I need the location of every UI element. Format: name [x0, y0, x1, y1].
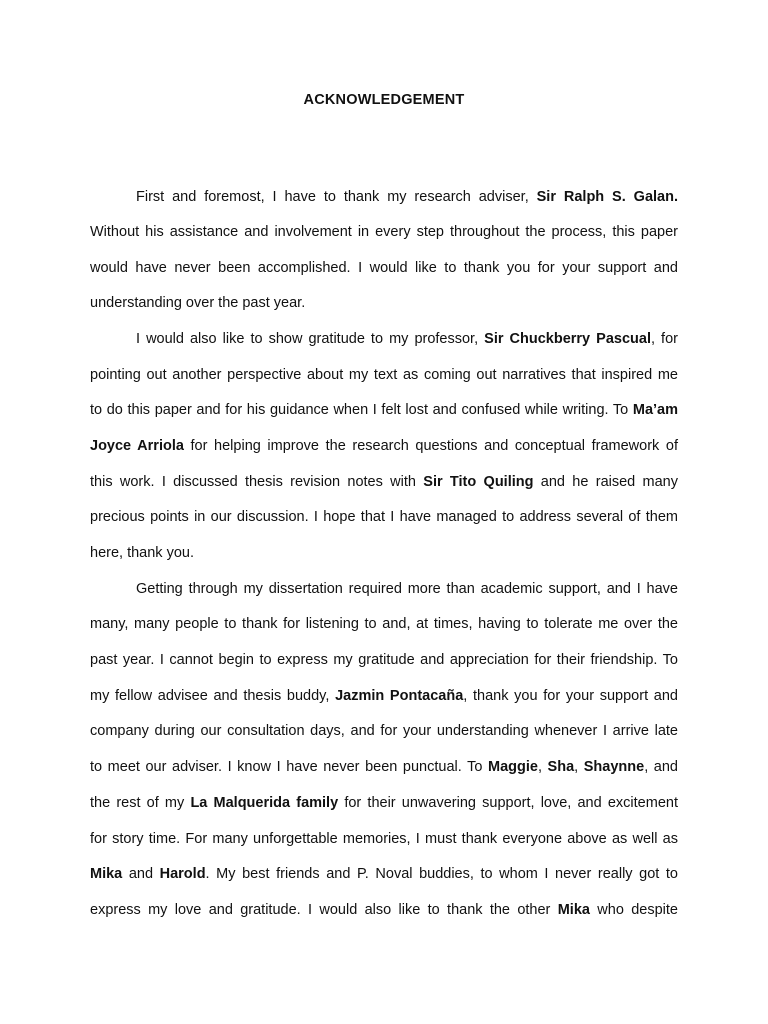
text-run: this work. I discussed thesis revision notes with: [90, 474, 424, 490]
page-title: ACKNOWLEDGEMENT: [303, 92, 465, 108]
text-run: , for: [650, 331, 678, 347]
text-run: and: [122, 866, 160, 882]
text-line: [90, 864, 678, 884]
text-run: past year. I cannot begin to express my gratitude and appreciation for their friendship. To: [90, 652, 678, 668]
bold-name: Ma’am: [632, 402, 678, 418]
text-line: [90, 258, 678, 278]
text-run: , and: [644, 759, 678, 775]
text-line: [90, 507, 678, 527]
text-run: for their unwavering support, love, and excitement: [338, 795, 678, 811]
text-run: company during our consultation days, and for your understanding whenever I arrive late: [90, 723, 678, 739]
text-run: precious points in our discussion. I hope that I have managed to address several of them: [90, 509, 678, 525]
bold-name: Sir Chuckberry Pascual: [484, 331, 651, 347]
text-run: for story time. For many unforgettable memories, I must thank everyone above as well as: [90, 831, 678, 847]
text-run: Without his assistance and involvement in every step throughout the process, this paper: [90, 224, 678, 240]
text-line: [90, 829, 678, 849]
text-run: ,: [537, 759, 548, 775]
text-run: . My best friends and P. Noval buddies, to whom I never really got to: [205, 866, 678, 882]
text-run: many, many people to thank for listening to and, at times, having to tolerate me over the: [90, 616, 678, 632]
text-run: Getting through my dissertation required more than academic support, and I have: [136, 581, 678, 597]
text-line: [90, 365, 678, 385]
bold-name: Mika: [557, 902, 590, 918]
bold-name: Sir Tito Quiling: [423, 474, 534, 490]
text-run: pointing out another perspective about my text as coming out narratives that inspired me: [90, 367, 678, 383]
text-line: [90, 721, 678, 741]
text-line: [90, 650, 678, 670]
text-line: [136, 187, 678, 207]
text-line: [90, 436, 678, 456]
text-run: here, thank you.: [90, 545, 194, 561]
bold-name: Sir Ralph S. Galan.: [536, 189, 678, 205]
text-run: First and foremost, I have to thank my research adviser,: [136, 189, 537, 205]
text-run: I would also like to show gratitude to my professor,: [136, 331, 485, 347]
bold-name: Harold: [159, 866, 206, 882]
text-line: [90, 543, 678, 563]
text-line: [90, 686, 678, 706]
text-line: [90, 614, 678, 634]
text-line: [90, 400, 678, 420]
text-run: to meet our adviser. I know I have never been punctual. To: [90, 759, 488, 775]
bold-name: Maggie: [487, 759, 538, 775]
text-line: [90, 222, 678, 242]
bold-name: Mika: [90, 866, 123, 882]
text-run: , thank you for your support and: [463, 688, 678, 704]
text-run: my fellow advisee and thesis buddy,: [90, 688, 336, 704]
text-run: understanding over the past year.: [90, 295, 306, 311]
text-run: to do this paper and for his guidance when I felt lost and confused while writing. To: [90, 402, 633, 418]
text-line: [136, 329, 678, 349]
text-line: [90, 472, 678, 492]
text-line: [90, 757, 678, 777]
bold-name: Sha: [547, 759, 575, 775]
text-line: [90, 793, 678, 813]
text-line: [90, 900, 678, 920]
bold-name: La Malquerida family: [190, 795, 339, 811]
text-run: ,: [574, 759, 584, 775]
text-run: who despite: [589, 902, 678, 918]
bold-name: Shaynne: [583, 759, 645, 775]
bold-name: Jazmin Pontacaña: [335, 688, 464, 704]
text-run: and he raised many: [533, 474, 679, 490]
text-run: for helping improve the research questions and conceptual framework of: [183, 438, 678, 454]
text-run: would have never been accomplished. I would like to thank you for your support and: [90, 260, 678, 276]
text-run: express my love and gratitude. I would also like to thank the other: [90, 902, 558, 918]
text-line: [136, 579, 678, 599]
text-line: [90, 293, 678, 313]
text-run: the rest of my: [90, 795, 191, 811]
bold-name: Joyce Arriola: [90, 438, 184, 454]
